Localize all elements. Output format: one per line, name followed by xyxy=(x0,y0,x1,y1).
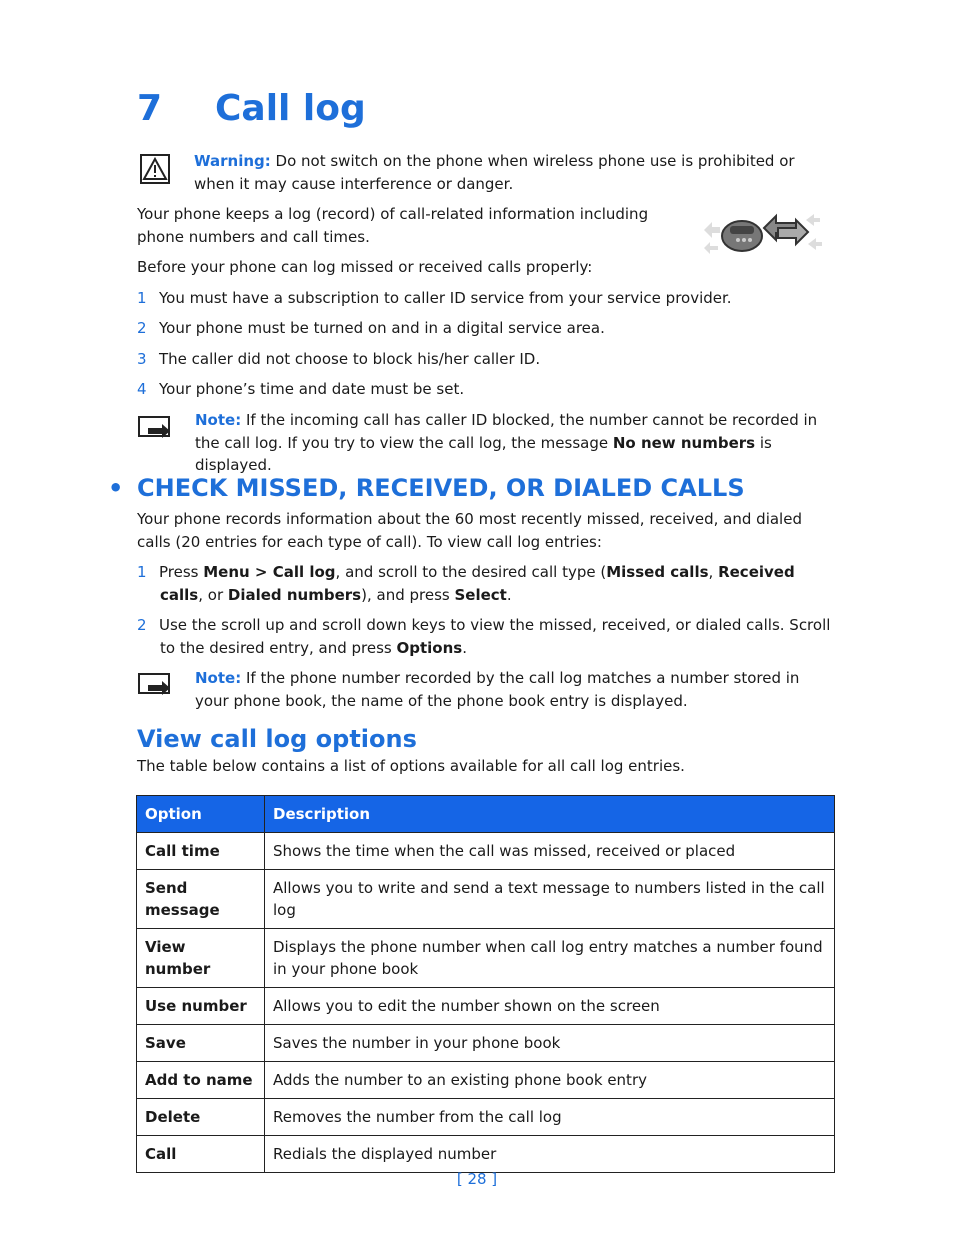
intro-paragraph: Your phone keeps a log (record) of call-related information including phone numbers and call times. xyxy=(137,205,649,246)
table-row: Add to name Adds the number to an existing phone book entry xyxy=(137,1062,835,1099)
note-paragraph: Note: If the incoming call has caller ID blocked, the number cannot be recorded in the call log. If you try to view the call log, the message No new numbers is displayed. xyxy=(195,411,818,474)
list-item: 4 Your phone’s time and date must be set. xyxy=(137,380,465,398)
table-row: View number Displays the phone number when call log entry matches a number found in your phone book xyxy=(137,929,835,988)
subsection-heading: View call log options xyxy=(137,725,417,753)
warning-triangle-icon xyxy=(140,154,170,184)
warning-text: Do not switch on the phone when wireless phone use is prohibited or when it may cause interference or danger. xyxy=(194,152,795,193)
list-item: 1 You must have a subscription to caller ID service from your service provider. xyxy=(137,289,732,307)
list-item: 2 Use the scroll up and scroll down keys to view the missed, received, or dialed calls. Scroll to the desired entry, and press Options. xyxy=(137,616,831,657)
page-number: [ 28 ] xyxy=(456,1170,498,1188)
chapter-number: 7 xyxy=(137,88,163,129)
list-item: 1 Press Menu > Call log, and scroll to the desired call type (Missed calls, Received calls, or Dialed numbers), and press Select. xyxy=(137,563,795,604)
call-log-phone-icon xyxy=(700,208,824,258)
section-intro: Your phone records information about the 60 most recently missed, received, and dialed calls (20 entries for each type of call). To view call log entries: xyxy=(137,510,802,551)
options-table xyxy=(136,795,835,1173)
list-item: 3 The caller did not choose to block his/her caller ID. xyxy=(137,350,541,368)
warning-label: Warning: xyxy=(194,152,271,170)
table-header: Description xyxy=(265,796,835,833)
note-paragraph: Note: If the phone number recorded by the call log matches a number stored in your phone book, the name of the phone book entry is displayed. xyxy=(195,669,800,710)
table-header: Option xyxy=(137,796,265,833)
list-item: 2 Your phone must be turned on and in a digital service area. xyxy=(137,319,605,337)
table-row: Save Saves the number in your phone book xyxy=(137,1025,835,1062)
chapter-title: Call log xyxy=(215,88,366,129)
note-hand-icon xyxy=(138,673,172,695)
table-row: Send message Allows you to write and send a text message to numbers listed in the call log xyxy=(137,870,835,929)
section-heading: • CHECK MISSED, RECEIVED, OR DIALED CALLS xyxy=(108,474,745,502)
table-row: Call time Shows the time when the call was missed, received or placed xyxy=(137,833,835,870)
warning-paragraph xyxy=(194,150,834,195)
table-row: Delete Removes the number from the call log xyxy=(137,1099,835,1136)
table-header-row xyxy=(137,796,835,833)
subsection-intro: The table below contains a list of options available for all call log entries. xyxy=(137,757,685,775)
chapter-heading xyxy=(137,88,366,129)
table-row: Call Redials the displayed number xyxy=(137,1136,835,1173)
requirements-intro: Before your phone can log missed or received calls properly: xyxy=(137,258,593,276)
table-row: Use number Allows you to edit the number shown on the screen xyxy=(137,988,835,1025)
note-hand-icon xyxy=(138,416,172,438)
